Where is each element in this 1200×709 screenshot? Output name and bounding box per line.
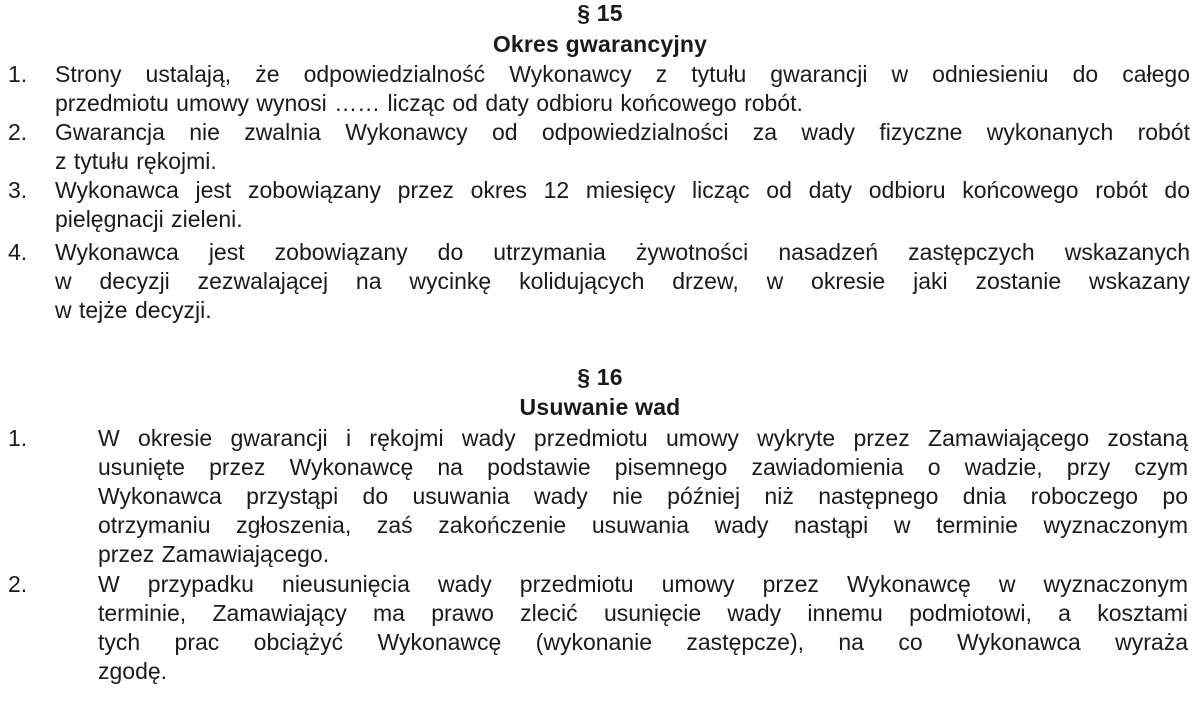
item-line: Strony ustalają, że odpowiedzialność Wykonawcy z tytułu gwarancji w odniesieniu do całego [55,61,1190,87]
item-number: 1. [8,61,28,87]
section-16-number: § 16 [577,364,623,390]
item-text [55,176,1190,234]
item-number: 3. [8,177,28,203]
item-line: terminie, Zamawiający ma prawo zlecić usunięcie wady innemu podmiotowi, a kosztami [98,600,1188,626]
item-line: zgodę. [98,658,168,684]
item-line: tych prac obciążyć Wykonawcę (wykonanie zastępcze), na co Wykonawca wyraża [98,629,1188,655]
item-number: 1. [8,425,28,451]
item-line: usunięte przez Wykonawcę na podstawie pisemnego zawiadomienia o wadzie, przy czym [98,454,1188,480]
item-line: Wykonawca przystąpi do usuwania wady nie później niż następnego dnia roboczego po [98,483,1188,509]
item-line: otrzymaniu zgłoszenia, zaś zakończenie usuwania wady nastąpi w terminie wyznaczonym [98,512,1188,538]
item-text [55,60,1190,118]
item-line: W przypadku nieusunięcia wady przedmiotu umowy przez Wykonawcę w wyznaczonym [98,571,1188,597]
section-15-number: § 15 [577,0,623,26]
item-line: przedmiotu umowy wynosi …… licząc od daty odbioru końcowego robót. [55,90,803,116]
item-line: przez Zamawiającego. [98,541,330,567]
item-number: 2. [8,119,28,145]
item-line: Wykonawca jest zobowiązany przez okres 12 miesięcy licząc od daty odbioru końcowego robót do [55,177,1190,203]
item-text [98,424,1188,569]
item-line: w decyzji zezwalającej na wycinkę kolidujących drzew, w okresie jaki zostanie wskazany [55,268,1190,294]
item-line: w tejże decyzji. [55,297,212,323]
item-text [55,238,1190,325]
item-line: Gwarancja nie zwalnia Wykonawcy od odpowiedzialności za wady fizyczne wykonanych robót [55,119,1190,145]
section-16-title: Usuwanie wad [519,394,681,420]
item-line: Wykonawca jest zobowiązany do utrzymania żywotności nasadzeń zastępczych wskazanych [55,239,1190,265]
item-line: pielęgnacji zieleni. [55,206,243,232]
item-text [55,118,1190,176]
section-15-title: Okres gwarancyjny [492,31,708,57]
item-number: 2. [8,571,28,597]
item-line: z tytułu rękojmi. [55,148,217,174]
item-text [98,570,1188,686]
item-line: W okresie gwarancji i rękojmi wady przedmiotu umowy wykryte przez Zamawiającego zostaną [98,425,1188,451]
item-number: 4. [8,239,28,265]
